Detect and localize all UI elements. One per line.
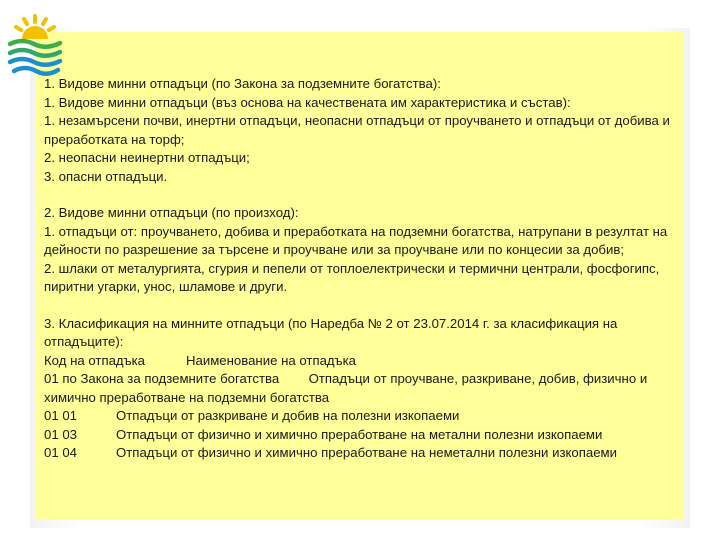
row-code: 01 01 — [44, 408, 78, 423]
section2-item: 1. отпадъци от: проучването, добива и преработката на подземни богатства, натрупани в резултат на дейности по разрешение за търсене и проучване или за проучване или по концесии за добив; — [44, 223, 668, 257]
section2-title: 2. Видове минни отпадъци (по произход): — [44, 205, 299, 220]
section3-title: 3. Класификация на минните отпадъци (по Наредба № 2 от 23.07.2014 г. за класификация на отпадъците): — [44, 315, 618, 349]
row-name: Отпадъци от физично и химично преработване на метални полезни изкопаеми — [116, 426, 603, 442]
group-name: Отпадъци от проучване, разкриване, добив, физично и химично преработване на подземни богатства — [44, 371, 648, 405]
row-name: Отпадъци от физично и химично преработване на неметални полезни изкопаеми — [116, 445, 617, 460]
table-group-row — [44, 370, 684, 407]
header-name: Наименование на отпадъка — [186, 352, 356, 368]
document-text — [44, 75, 684, 463]
section1-subtitle: 1. Видове минни отпадъци (въз основа на качествената им характеристика и състав): — [44, 94, 571, 110]
section1-item: 1. незамърсени почви, инертни отпадъци, неопасни отпадъци от проучването и отпадъци от добива и преработката на торф; — [44, 113, 670, 147]
section1-item: 2. неопасни неинертни отпадъци; — [44, 150, 250, 165]
header-code: Код на отпадъка — [44, 352, 145, 368]
group-code: 01 по Закона за подземните богатства — [44, 371, 280, 386]
section1-title: 1. Видове минни отпадъци (по Закона за подземните богатства): — [44, 76, 441, 91]
row-code: 01 04 — [44, 445, 78, 460]
table-row — [44, 426, 684, 445]
sun-over-waves-logo-icon — [0, 12, 72, 84]
row-code: 01 03 — [44, 426, 78, 442]
table-header — [44, 352, 684, 371]
section1-item: 3. опасни отпадъци. — [44, 168, 168, 184]
table-row — [44, 444, 684, 463]
table-row — [44, 407, 684, 426]
section2-item: 2. шлаки от металургията, сгурия и пепели от топлоелектрически и термични централи, фосфогипс, пиритни угарки, унос, шламове и други. — [44, 260, 660, 294]
row-name: Отпадъци от разкриване и добив на полезни изкопаеми — [116, 408, 460, 423]
